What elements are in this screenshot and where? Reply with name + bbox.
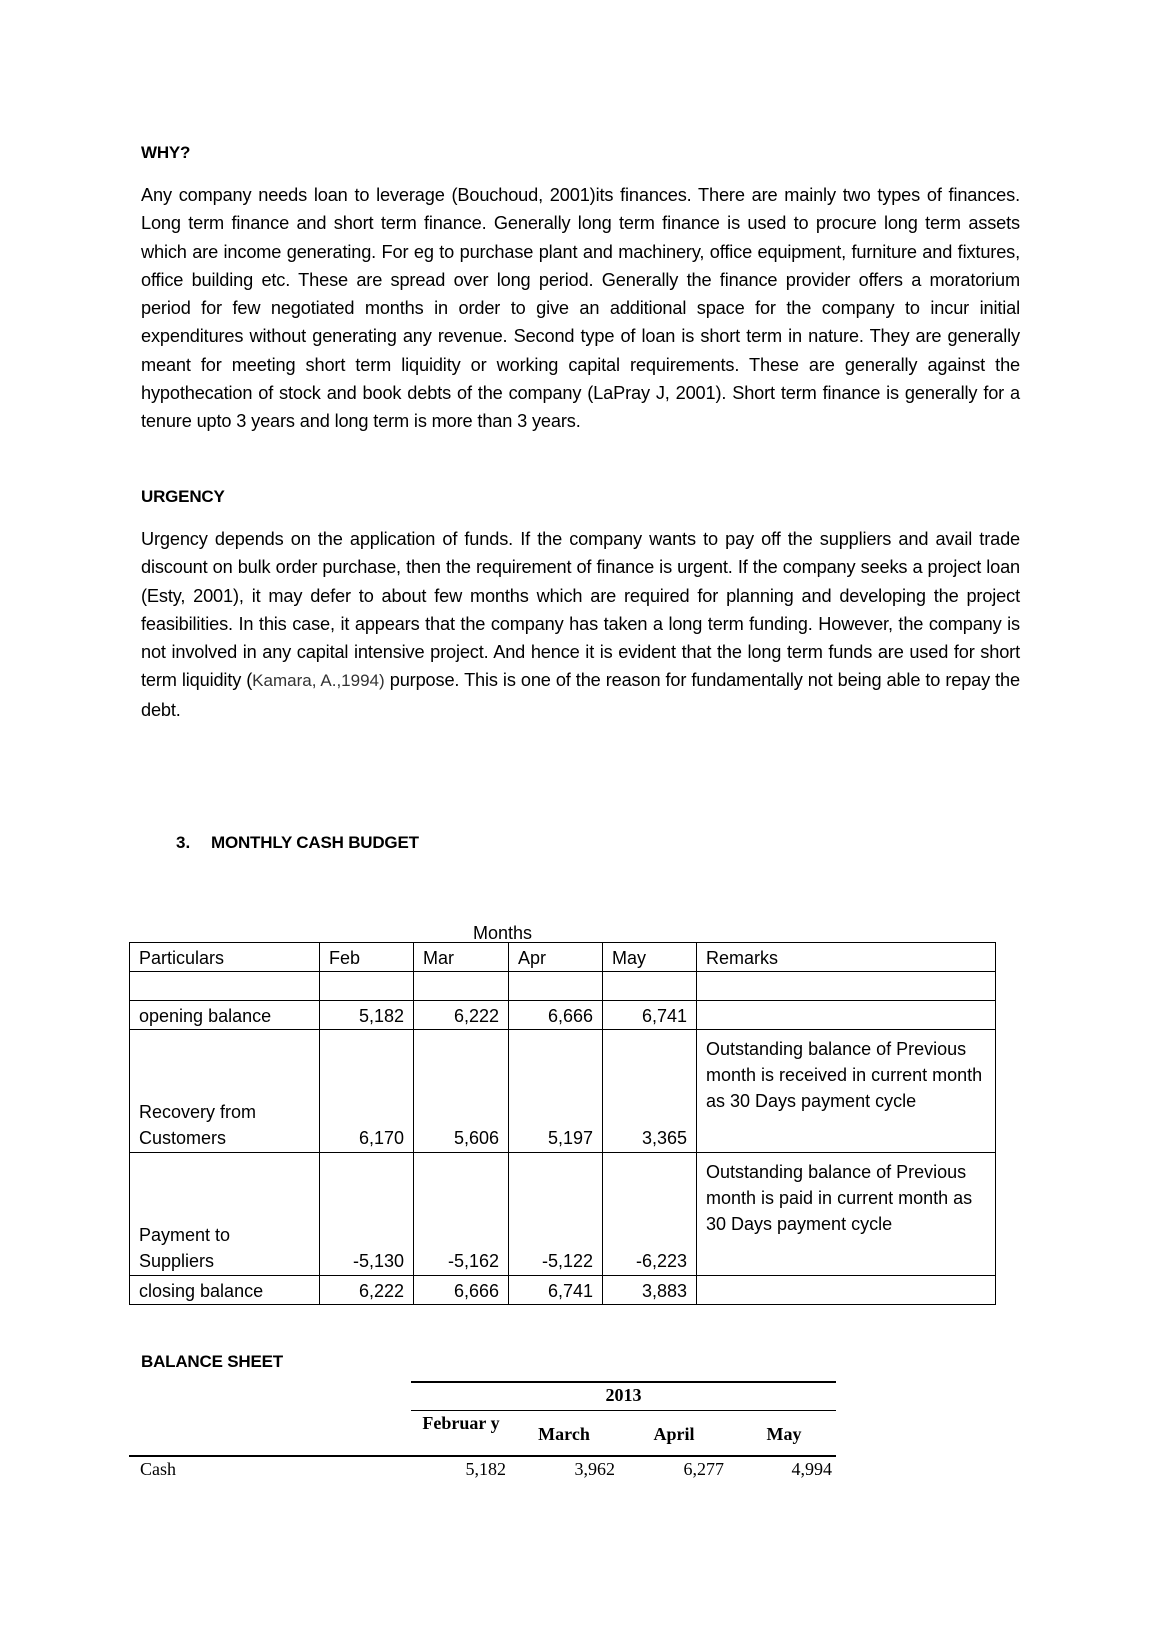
cell-value: 6,741: [603, 1001, 697, 1030]
urgency-paragraph: [141, 525, 1020, 724]
sub-rule: [411, 1410, 836, 1411]
column-header: Particulars: [130, 943, 320, 972]
table-row: [130, 972, 996, 1001]
citation-kamara: Kamara, A.,1994): [252, 671, 385, 691]
row-label-cash: Cash: [140, 1459, 176, 1479]
cell-value: [603, 972, 697, 1001]
table-row: [130, 1153, 996, 1276]
column-header: Apr: [509, 943, 603, 972]
row-label: closing balance: [130, 1276, 320, 1305]
cell-value: -6,223: [603, 1153, 697, 1276]
remark-cell: [697, 972, 996, 1001]
table-row: [130, 1030, 996, 1153]
cell-value: 5,197: [509, 1030, 603, 1153]
row-label: [130, 972, 320, 1001]
cell-value: 6,277: [683, 1459, 724, 1479]
balance-sheet-heading: BALANCE SHEET: [141, 1352, 283, 1371]
why-heading: WHY?: [141, 143, 191, 162]
column-header: Mar: [414, 943, 509, 972]
top-rule: [411, 1381, 836, 1383]
remark-cell: Outstanding balance of Previous month is paid in current month as 30 Days payment cycle: [697, 1153, 996, 1276]
column-header: Feb: [320, 943, 414, 972]
cell-value: 6,741: [509, 1276, 603, 1305]
month-header-march: March: [538, 1424, 590, 1444]
row-label: opening balance: [130, 1001, 320, 1030]
table-header-row: [130, 943, 996, 972]
cell-value: 3,962: [574, 1459, 615, 1479]
cell-value: [414, 972, 509, 1001]
month-header-april: April: [653, 1424, 695, 1444]
cell-value: 5,606: [414, 1030, 509, 1153]
cell-value: -5,162: [414, 1153, 509, 1276]
cell-value: 3,365: [603, 1030, 697, 1153]
urgency-text-part1: Urgency depends on the application of funds. If the company wants to pay off the suppliers and avail trade discount on bulk order purchase, then the requirement of finance is urgent. If the company seeks a project loan (Esty, 2001), it may defer to about few months which are required for planning and developing the project feasibilities. In this case, it appears that the company has taken a long term funding. However, the company is not involved in any capital intensive project. And hence it is evident that the long term funds are used for short term liquidity (: [141, 529, 1020, 691]
month-header-february: Februar y: [422, 1413, 500, 1433]
cash-budget-table: [129, 942, 996, 1305]
remark-cell: Outstanding balance of Previous month is received in current month as 30 Days payment cycle: [697, 1030, 996, 1153]
cell-value: 4,994: [791, 1459, 832, 1479]
column-header: May: [603, 943, 697, 972]
row-label: Recovery from Customers: [130, 1030, 320, 1153]
cell-value: [509, 972, 603, 1001]
year-header: 2013: [605, 1385, 642, 1405]
row-label: Payment to Suppliers: [130, 1153, 320, 1276]
cell-value: [320, 972, 414, 1001]
why-paragraph: Any company needs loan to leverage (Bouchoud, 2001)its finances. There are mainly two types of finances. Long term finance and short term finance. Generally long term finance is used to procure long term assets which are income generating. For eg to purchase plant and machinery, office equipment, furniture and fixtures, office building etc. These are spread over long period. Generally the finance provider offers a moratorium period for few negotiated months in order to give an additional space for the company to incur initial expenditures without generating any revenue. Second type of loan is short term in nature. They are generally meant for meeting short term liquidity or working capital requirements. These are generally against the hypothecation of stock and book debts of the company (LaPray J, 2001). Short term finance is generally for a tenure upto 3 years and long term is more than 3 years.: [141, 185, 1020, 432]
months-caption: Months: [473, 923, 533, 943]
cell-value: 5,182: [465, 1459, 506, 1479]
cell-value: 6,170: [320, 1030, 414, 1153]
cell-value: -5,130: [320, 1153, 414, 1276]
month-header-may: May: [766, 1424, 802, 1444]
remark-cell: [697, 1001, 996, 1030]
cell-value: 6,222: [414, 1001, 509, 1030]
cell-value: 3,883: [603, 1276, 697, 1305]
cell-value: 6,222: [320, 1276, 414, 1305]
section-number: 3.: [176, 833, 191, 852]
urgency-heading: URGENCY: [141, 487, 225, 506]
cell-value: 6,666: [414, 1276, 509, 1305]
header-bottom-rule: [129, 1455, 836, 1457]
urgency-text-part2: purpose. This is one of the reason for fundamentally not being able to repay the debt.: [141, 670, 1020, 720]
cell-value: 5,182: [320, 1001, 414, 1030]
cell-value: 6,666: [509, 1001, 603, 1030]
remark-cell: [697, 1276, 996, 1305]
column-header: Remarks: [697, 943, 996, 972]
table-row: [130, 1001, 996, 1030]
cell-value: -5,122: [509, 1153, 603, 1276]
table-row: [130, 1276, 996, 1305]
cash-budget-heading: MONTHLY CASH BUDGET: [211, 833, 419, 852]
